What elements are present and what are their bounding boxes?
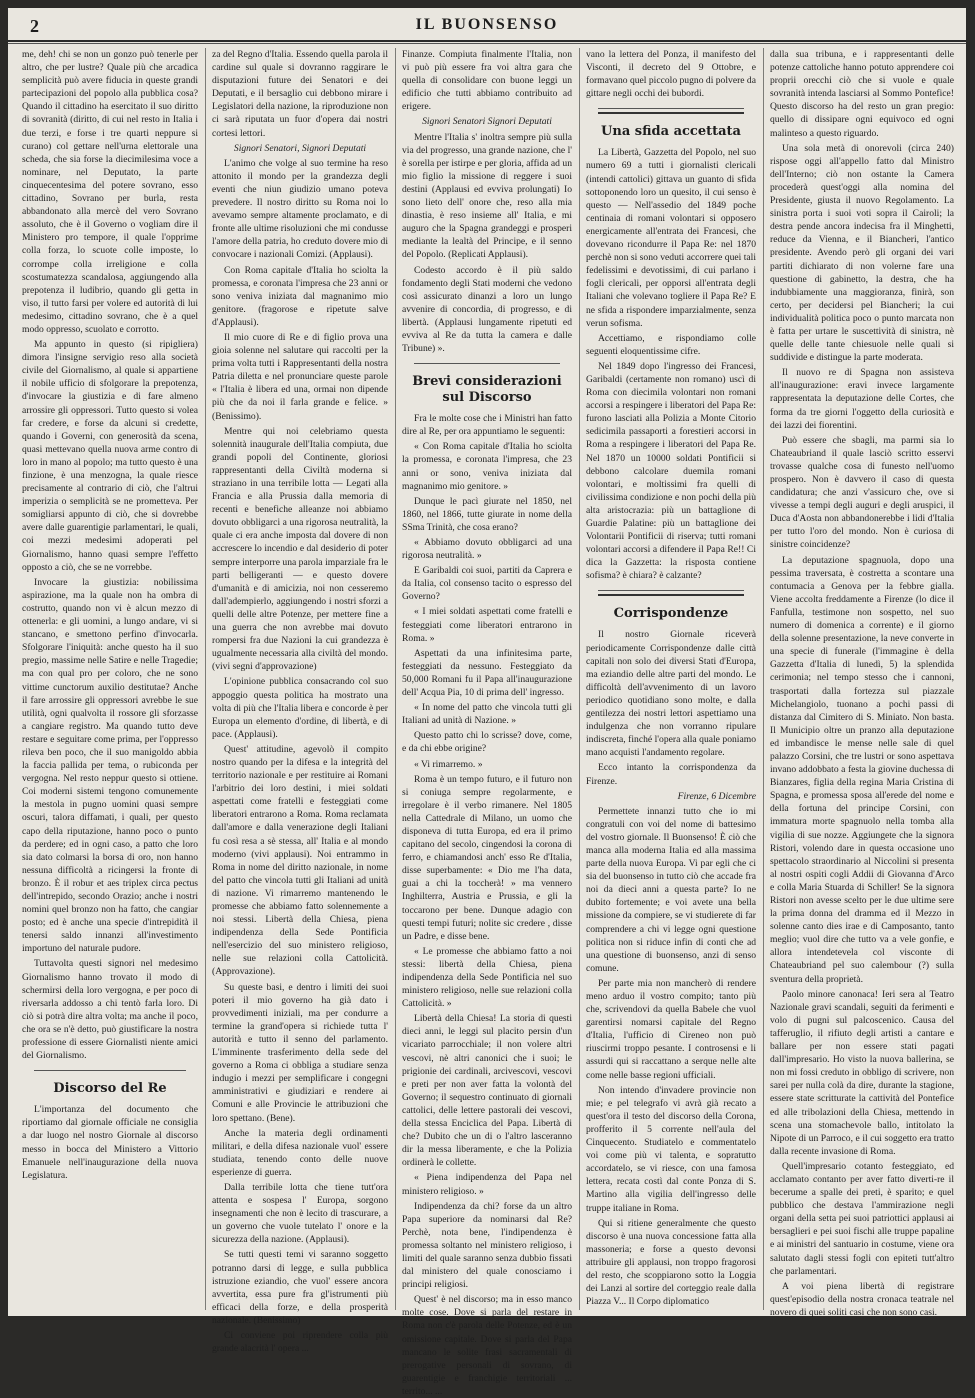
paragraph: A voi piena libertà di registrare quest'episodio della nostra cronaca teatrale nel novero di quei soliti casi che non sono casi. [770,1280,954,1318]
dateline: Firenze, 6 Dicembre [677,790,756,802]
section-title-una-sfida-accettata: Una sfida accettata [601,124,741,140]
paragraph: Roma è un tempo futuro, e il futuro non si coniuga sempre regolarmente, e irregolare è il verbo rimanere. Nel 1805 nella Cattedrale di Milano, un uomo che disponeva di tutta Europa, ed era il primo capitano del secolo, cingendosi la corona di ferro, e chiamandosi anch' esso Re d'Italia, disse superbamente: « Dio me l'ha data, guai a chi la toccherà! » ma vennero Inghilterra, Austria e Prussia, e gli la toccarono per bene. Dunque adagio con questi tempi futuri; nolite sic credere , disse un Padre, e disse bene. [402,773,572,942]
paragraph: E Garibaldi coi suoi, partiti da Caprera e da Italia, col consenso tacito o espresso del Governo? [402,565,572,603]
column-rule [579,48,580,1310]
paragraph: La Libertà, Gazzetta del Popolo, nel suo numero 69 a tutti i giornalisti clericali (intendi cattolici) gittava un guanto di sfida sottoponendo loro un quesito, il cui senso è questo — Nell'assedio del 1849 poche centinaia di romani volontari si opposero energicamente all'entrata dei Francesi, che dovevano ricondurre il Papa Re: nel 1870 perchè non si sono veduti accorrere quei tali fedelissimi e devotissimi, di cui parlano i fogli clericali, per opporsi all'entrata degli Italiani che volevano togliere il Papa Re? E ne sfida a rispondere imparzialmente, senza verun sofisma. [586,147,756,329]
section-divider [598,108,744,109]
paragraph: L'animo che volge al suo termine ha reso attonito il mondo per la grandezza degli eventi che niun giudizio umano poteva prevedere. Il nostro diritto su Roma noi lo avevamo sempre altamente proclamato, e di fronte alle ultime risoluzioni che mi condusse l'amore della patria, ho creduto dovere mio di convocare i nazionali Comizi. (Applausi). [212,157,388,261]
paragraph: Finanze. Compiuta finalmente l'Italia, non vi può più essere fra voi altra gara che quella di consolidare con buone leggi un edificio che tutti abbiamo contribuito ad erigere. [402,49,572,113]
section-divider [598,590,744,591]
paragraph: Ci conviene poi riprendere colla più grande alacrità l' opera ... [212,1330,388,1355]
column-rule [395,48,396,1310]
paragraph: Mentre l'Italia s' inoltra sempre più sulla via del progresso, una grande nazione, che l' è sorella per istirpe e per gloria, affida ad un mio figlio la missione di reggere i suoi destini (Applausi ed evviva prolungati) Io sono lieto dell' onore che, reso alla mia dinastia, è reso insieme all' Italia, e mi auguro che la Spagna grandeggi e prosperi mediante la lealtà del Principe, e il senno del Popolo. (Replicati Applausi). [402,131,572,261]
column-3 [402,48,572,1397]
section-title-brevi-considerazioni: Brevi considerazioni sul Discorso [412,374,562,406]
paragraph: « Piena indipendenza del Papa nel ministero religioso. » [402,1172,572,1197]
paragraph: Libertà della Chiesa! La storia di questi dieci anni, le leggi sul placito persin d'un vicariato parrocchiale; il non volere altri vescovi, nè altri canonici che i suoi; le prigionie dei cardinali, arcivescovi, vescovi e preti per non aver fatta la volontà del Governo; il sequestro continuato di giornali cattolici, delle lettere pastorali dei vescovi, della stessa Enciclica del Papa. Libertà di che? Dubito che un di o l'altro lasceranno dir la messa liberamente, e che la Polizia ordinerà le collette. [402,1013,572,1169]
paragraph: Se tutti questi temi vi saranno soggetto potranno darsi di legge, e sulla pubblica istruzione eziandio, che vuol' essere ancora avvertita, essa pure fra gl'istrumenti più efficaci della forze, e della prosperità nazionale. (Benissimo) [212,1249,388,1326]
paragraph: Quest' attitudine, agevolò il compito nostro quando per la difesa e la integrità del territorio nazionale e per restituire ai Romani l'arbitrio dei loro destini, i miei soldati aspettati come fratelli e festeggiati come liberatori entrarono a Roma. Roma reclamata dall'amore e dalla venerazione degli Italiani fu così resa a sè stessa, all' Italia e al mondo moderno (vivi applausi). Noi entrammo in Roma in nome del diritto nazionale, in nome del patto che vincola tutti gli Italiani ad unità di nazione. Vi rimarremo mantenendo le promesse che abbiamo fatto solennemente a noi stessi. Libertà della Chiesa, piena indipendenza della Sede Pontificia nell'esercizio del suo ministero religioso, nelle sue relazioni colla Cattolicità. (Approvazione). [212,743,388,978]
salutation: Signori Senatori Signori Deputati [422,116,552,128]
paragraph: Ma appunto in questo (si ripigliera) dimora l'insigne servigio reso alla società civile del Giornalismo, al quale si appartiene il nobile ufficio di sfolgorare la prepotenza, d'invocare la giustizia e di fare almeno arrossire gli oppressori. Tutto questo si volea far credere, e forse da alcuni si credette, quando i Governi, con generosità da scena, quasi mettevano quella nuova arme contro di loro in mano al popolo; ma tutto questo è una finzione, è una menzogna, la quale riesce precisamente al contrario di ciò, che l'altrui imperizia o semplicità se ne prometteva. Per somigliarsi appunto di ciò, che si dovrebbe avere dalle guarentigie parlamentari, le quali, coi mezzi medesimi adoperati pel Giornalismo, hanno quasi sempre l'effetto opposto a ciò, che se ne vorrebbe. [22,339,198,573]
paragraph: Aspettati da una infinitesima parte, festeggiati da nessuno. Festeggiato da 50,000 Romani fu il Papa all'inaugurazione dell' Acqua Pia, 10 di prima dell' ingresso. [402,647,572,699]
newspaper-page [8,8,966,1397]
section-title-corrispondenze: Corrispondenze [613,606,729,622]
page-number: 2 [30,16,39,36]
section-title-discorso-del-re: Discorso del Re [53,1081,167,1097]
salutation: Signori Senatori, Signori Deputati [233,142,367,154]
paragraph: dalla sua tribuna, e i rappresentanti delle potenze cattoliche hanno potuto apprendere coi proprii orecchi ciò che si vuole e quale sovranità intenda lasciarsi al Sommo Pontefice! Questo discorso ha del resto un gran pregio: quello di dissipare ogni equivoco ed ogni malinteso a questo riguardo. [770,49,954,139]
section-divider-thick [598,594,744,596]
paragraph: Paolo minore canonaca! Ieri sera al Teatro Nazionale gravi scandali, seguiti da ferimenti e volo di pugni sul palcoscenico. Causa del tafferuglio, il rifiuto degli artisti a cantare e ballare per non essere stati pagati dall'impresario. Ho visto la nuova ballerina, se non mi fossi creduto in obbligo di scrivere, non sarei per nulla colà da dire, durante la stagione, essere state scritturate la cattività del Pontefice ed alle tribolazioni della Chiesa, mettendo in scena una stomachevole ballo, intitolato la Nipote di un Parroco, e il cui soggetto era tratto dalla recente invasione di Roma. [770,988,954,1157]
section-divider-thick [598,112,744,114]
paragraph: « Abbiamo dovuto obbligarci ad una rigorosa neutralità. » [402,537,572,562]
paragraph: « Le promesse che abbiamo fatto a noi stessi: libertà della Chiesa, piena indipendenza della Sede Pontificia nel suo ministero religioso, nelle sue relazioni colla Cattolicità. » [402,945,572,1010]
column-1 [22,48,198,1312]
header-rule [8,43,966,44]
paragraph: « I miei soldati aspettati come fratelli e festeggiati come liberatori entrarono in Roma. » [402,606,572,644]
paragraph: Anche la materia degli ordinamenti militari, e della difesa nazionale vuol' essere studiata, tenendo conto delle nuove esperienze di guerra. [212,1127,388,1178]
paragraph: Non intendo d'invadere provincie non mie; e pel telegrafo vi avrà già recato a quest'ora il testo del discorso della Corona, profferito il 5 corrente nell'aula del Cinquecento. Studiatelo e commentatelo voi come più vi talenta, e sopratutto accordatelo, se vi riesce, con una famosa lettera, recata costì dal conte Ponza di S. Martino alla vigilia dell'ingresso delle truppe italiane in Roma. [586,1084,756,1214]
section-divider [34,1070,186,1071]
paragraph: Questo patto chi lo scrisse? dove, come, e da chi ebbe origine? [402,730,572,755]
paragraph: Il nuovo re di Spagna non assisteva all'inaugurazione: eravi invece largamente rappresentata la deputazione delle Cortes, che forma da tre giorni l'oggetto della curiosità e dei lazzi dei fiorentini. [770,367,954,431]
column-rule [205,48,206,1310]
paragraph: « Vi rimarremo. » [414,758,483,770]
paragraph: « Con Roma capitale d'Italia ho sciolta la promessa, e coronata l'impresa, che 23 anni or sono, veniva iniziata dal magnanimo mio genitore. » [402,441,572,492]
paragraph: Nel 1849 dopo l'ingresso dei Francesi, Garibaldi (certamente non romano) uscì di Roma con diecimila volontari non romani accorsi a respingere i liberatori del Papa Re: furono lasciati alla Polizia a Monte Citorio sedicimila passaporti a forestieri accorsi in Roma a respingere i liberatori del Papa Re. Nel 1870 un 10000 soldati Pontificii si debbono calcolare duemila romani volontari, e moltissimi fra quelli di civilissima condizione e non pochi della più alta aristocrazia: più un battaglione di Guardie Palatine: più un battaglione dei Volontarii Pontificii di riserva; tutti romani volontari accorsi a difendere il Papa Re!! Ci dica la Gazzetta: la risposta contiene sofisma? è chiara? è calzante? [586,360,756,582]
paragraph: Permettete innanzi tutto che io mi congratuli con voi del nome di battesimo del vostro giornale. Il Buonsenso! È ciò che manca alla moderna Italia ed alla massima parte della nuova Europa. Vi par egli che ci sia del buonsenso in tutto ciò che accade fra noi da dieci anni a questa parte? Io ne dubito fortemente; e voi avete una bella missione da compiere, se vi studierete di far comprendere a chi vi legge ogni questione politica non si riduce infin di conti che ad una questione di buonsenso, anzi di senso comune. [586,805,756,974]
paragraph: Dunque le pacì giurate nel 1850, nel 1860, nel 1866, tutte giurate in nome della SSma Trinità, che cosa erano? [402,495,572,533]
paragraph: Il mio cuore di Re e di figlio prova una gioia solenne nel salutare qui raccolti per la prima volta tutti i Rappresentanti della nostra Patria diletta e nel pronunciare queste parole « l'Italia è libera ed una, ormai non dipende più che da noi il farla grande e felice. » (Benissimo). [212,331,388,422]
paragraph: Qui si ritiene generalmente che questo discorso è una nuova concessione fatta alla massoneria; e forse a questo devonsi attribuire gli applausi, non troppo fragorosi del resto, che scoppiarono sotto la Loggia dei Lanzi al sortire del corteggio reale dalla Piazza V... Il Corpo diplomatico [586,1217,756,1308]
paragraph: Tuttavolta questi signori nel medesimo Giornalismo hanno trovato il modo di schermirsi della loro vergogna, e per poco di riversarla addosso a chi tentò farla loro. Di ciò si potrà dire altra volta; ma anche il poco, che ora se n'è detto, può giustificare la nostra professione di essere Giornalisti niente amici del Giornalismo. [22,958,198,1062]
column-5 [770,48,954,1318]
paragraph: Indipendenza da chi? forse da un altro Papa superiore da nominarsi dal Re? Perchè, nota bene, l'indipendenza è promessa soltanto nel ministero religioso, i limiti del quale saranno senza dubbio fissati dal ministero del quale conosciamo i principi religiosi. [402,1200,572,1291]
paragraph: La deputazione spagnuola, dopo una pessima traversata, è costretta a scontare una contumacia a Genova per la febbre gialla. Viene accolta freddamente a Firenze (lo dice il Fanfulla, testimone non sospetto, nel suo numero di domenica a corrente) e il giorno della solenne presentazione, la neve converte in una specie di funerale (l'immagine è della Gazzetta d'Italia di lunedì, 5) la splendida cerimonia; nel tempo stesso che i cannoni, trasportati dalla fortezza sul piazzale Michelangiolo, tuonano a pochi passi di distanza dal Cimitero di S. Miniato. Non basta. Il Municipio oltre un pranzo alla deputazione ed imbandisce le mense nelle sale di quel palazzo Corsini, che tre lustri or sono aspettava invano addobbato a festa la giovine duchessa di Bianzares, figlia della regina Maria Cristina di Spagna, e promessa sposa all'erede del nome e della fortuna del principe Corsini, con immatura morte spagnuolo nella tomba alla vigilia di sue nozze. Aggiungete che la signora Ristori, volendo dare in questa occasione uno spettacolo straordinario al Niccolini si presenta al nostri ospiti cogli Addii di Giovanna d'Arco e colla Maria Stuarda di Schiller! Se la signora Ristori non avesse scelto per le due ultime sere la prima donna del dramma ed il Mezzo in solenne canto dies irae e di Camposanto, tanto meglio; vuol dire che tutto va a vele gonfie, e allora intendetevela col visconte di Chateaubriand pel suo calembour (?) sulla sventura della proprietà. [770,554,954,985]
section-divider [414,363,560,364]
paragraph: Fra le molte cose che i Ministri han fatto dire al Re, per ora appuntiamo le seguenti: [402,413,572,438]
paragraph: « In nome del patto che vincola tutti gli Italiani ad unità di Nazione. » [402,702,572,727]
paragraph: Dalla terribile lotta che tiene tutt'ora attenta e sospesa l' Europa, sorgono insegnamenti che non è lecito di trascurare, a un governo che vuole tutelato l' onore e la sicurezza della nazione. (Applausi). [212,1181,388,1246]
paragraph: Su queste basi, e dentro i limiti dei suoi poteri il mio governo ha già dato i provvedimenti iniziali, ma per condurre a termine la grand'opera si richiede tutta l' autorità e tutto il senno del parlamento. L'imminente trasferimento della sede del governo a Roma ci obbliga a studiare senza indugio i mezzi per semplificare i congegni amministrativi e giudiziari e rendere ai Comuni e alle Provincie le attribuzioni che loro spettano. (Bene). [212,981,388,1124]
paragraph: Con Roma capitale d'Italia ho sciolta la promessa, e coronata l'impresa che 23 anni or sono veniva iniziata dal magnanimo mio genitore. (fragorose e ripetute salve d'Applausi). [212,264,388,328]
paragraph: Accettiamo, e rispondiamo colle seguenti eloquentissime cifre. [586,332,756,357]
paragraph: Codesto accordo è il più saldo fondamento degli Stati moderni che vedono così assicurato dinanzi a loro un lungo avvenire di concordia, di progresso, e di libertà. (Applausi lungamente ripetuti ed evviva al Re da tutta la camera e dalle Tribune) ». [402,264,572,355]
paragraph: L'opinione pubblica consacrando col suo appoggio questa politica ha mostrato una volta di più che l'Italia libera e concorde è per Europa un elemento d'ordine, di libertà, e di pace. (Applausi). [212,676,388,740]
paragraph: Può essere che sbagli, ma parmi sia lo Chateaubriand il quale lasciò scritto esservi trovasse qualche cosa di funesto nell'uomo prospero. Non è davvero il caso di questa candidatura; che anzi v'assicuro che, ove si vivesse a tempi degli auguri e degli aruspici, il Duca d'Aosta non abbandonerebbe i lidi d'Italia per tutto l'oro del mondo. Non è curiosa di sinistre coincidenze? [770,434,954,551]
masthead [8,8,966,42]
paragraph: Quest' è nel discorso; ma in esso manco molte cose. Dove si parla del restare in Roma non c'è parola delle Potenze, ed è un omissione capitale. Dove si parla del Papa mancano le solite frasi sacramentali di prerogative personali di sovrano, di guarentigie e franchigie territoriali ... territo... ... [402,1294,572,1397]
paragraph: L'importanza del documento che riportiamo dal giornale officiale ne consiglia a dar luogo nel nostro Giornale al discorso messo in bocca del Ministero a Vittorio Emanuele nell'inaugurazione della nuova Legislatura. [22,1104,198,1181]
column-2 [212,48,388,1355]
paragraph: Per parte mia non mancherò di rendere meno arduo il vostro compito; tanto più che, scrivendovi da quella Babele che vuol garentirsi nomarsi capitale del Regno d'Italia, l'ufficio di Cireneo non può riuscirmi troppo pesante. I controsensi e li assurdi qui si raccattano a serque nelle alte come nelle basse regioni ufficiali. [586,977,756,1081]
paragraph: Mentre qui noi celebriamo questa solennità inaugurale dell'Italia compiuta, due grandi popoli del Continente, gloriosi rappresentanti della Civiltà moderna si straziano in una terribile lotta — Legati alla Francia e alla Prussia dalla memoria di recenti e benefiche alleanze noi abbiamo dovuto obbligarci a una rigorosa neutralità, la quale ci era anche imposta dal dovere di non accrescere lo incendio e dal desiderio di poter sempre interporre una parola imparziale fra le parti belligeranti — e questo dovere d'umanità e di amicizia, noi non cesseremo dall'adempierlo, aggiungendo i nostri sforzi a quelli delle altre Potenze, per mettere fine a una guerra che non avrebbe mai dovuto rompersi fra due Nazioni la cui grandezza è ugualmente necessaria alla civiltà del mondo. (vivi segni d'approvazione) [212,425,388,673]
newspaper-title: IL BUONSENSO [415,16,559,33]
paragraph: za del Regno d'Italia. Essendo quella parola il cardine sul quale si dovranno raggirare le disputazioni future dei Senatori e dei Deputati, e il bersaglio cui debbono mirare i Legislatori della nazione, la riproduzione non ci sarà riputata un fuor d'opera dai nostri cortesi lettori. [212,49,388,139]
paragraph: Quell'impresario cotanto festeggiato, ed acclamato contanto per aver fatto diverti-re il becerume a spalle dei preti, è sparito; e quel pubblico che destava l'ammirazione negli organi della setta pei suoi patriottici applausi ai bersaglieri e pei suoi fischi alle truppe papaline e ai ministri del santuario in costume, viene ora salutato dagli stessi fogli con epiteti tutt'altro che parlamentari. [770,1160,954,1277]
paragraph: Una sola metà di onorevoli (circa 240) rispose oggi all'appello fatto dal Ministro dell'Interno; ciò non ostante la Camera procederà quest'oggi alla nomina del Presidente, giusta il nuovo Regolamento. La sinistra porta i suoi voti sopra il Cairoli; la destra pende ancora indecisa fra il Minghetti, reduce da Vienna, e il Biancheri, l'antico presidente. Avendo però gli organi dei vari partiti dichiarato di non volerne fare una questione di gabinetto, la destra, che ha indubbiamente una maggioranza, finirà, son certo, per decidersi pel Biancheri; la cui individualità politica poco o punto marcata non è fatta per urtare le suscettività di sinistra, nè quelle delle tante chiesuole nelle quali si suddivide e distingue la parte moderata. [770,142,954,364]
paragraph: Invocare la giustizia: nobilissima aspirazione, ma la quale non ha ombra di costrutto, quando non vi è alcun mezzo di ottenerla: e gli uomini, a lungo andare, vi si stancano, e smettono perfino d'invocarla. Sfolgorare l'iniquità: anche questo ha il suo pregio, massime nelle Satire e nelle Tragedie; ma con qual pro per coloro, che ne sono vittime cunctorum auxilio destitutae? Anche il fare arrossire gli oppressori avrebbe le sue utilità, ogni qualvolta il rossore gli sforzasse a cangiare registro. Ma quando tutto deve restare e seguitare come prima, per l'oppresso rileva ben poco, che il suo manigoldo abbia la faccia pallida per tema, o rubiconda per vergogna. Nel resto neppur questo si ottiene. Coi moderni sistemi tengono comunemente la mestola in pugno uomini quasi sempre oscuri, talora diffamati, i quali, per questo capo della riputazione, hanno poco o punto da perdere; ed in ogni caso, a patto che loro sia dato colmarsi la borsa di oro, non hanno nessuna difficoltà a ricingersi la fronte di bronzo. È il robur et aes triplex circa pectus dell'intrepido, secondo Orazio; anche i nostri nomini quel bronzo non ha fatto, che cangiar posto; ed è anche una specie d'intrepidità il tenersi saldo innanzi all'investimento importuno del naturale pudore. [22,576,198,955]
paragraph: me, deh! chi se non un gonzo può tenerle per altro, che per lustre? Quale più che arcadica semplicità può avere fiducia in queste grandi partecipazioni del popolo alla pubblica cosa? Quando il cittadino ha esercitato il suo diritto di sovranità (diritto, di cui nel resto in Italia i due terzi, e forse i tre quarti neppure si curano) col gettare nell'urna elettorale una scheda, che sia forse la diecimilesima voce a nominare, nel Deputato, la parte cinquecentesima del potere sovrano, esso cittadino, Sovrano per burla, resta abbandonato alla mercè del vero Sovrano assoluto, che è il Governo o vogliam dire il Ministero pro tempore, il quale l'opprime colla forza, lo scuote colle imposte, lo corrompe colla irreligione e colla scostumatezza scandalosa, aggiungendo alla prepotenza il ludibrio, quando gli getta in viso, il tutto farsi per volere ed autorità di lui medesimo, cittadino sovrano, che è a quel modo oppresso, scuolato e corrotto. [22,49,198,335]
column-rule [763,48,764,1310]
paragraph: Il nostro Giornale riceverà periodicamente Corrispondenze dalle città capitali non solo dei diversi Stati d'Europa, ma eziandio delle altre parti del mondo. Le difficoltà dell'avvenimento di un lavoro periodico quotidiano sono molte, e dalla gentilezza dei nostri lettori aspettiamo una indulgenza che non vorranno ripulare indiscreta, finché l'opera alla quale poniamo mano acquisti l'andamento regolare. [586,629,756,759]
paragraph: Ecco intanto la corrispondenza da Firenze. [586,762,756,787]
column-4 [586,48,756,1312]
paragraph: vano la lettera del Ponza, il manifesto del Visconti, il decreto del 9 Ottobre, e formavano quel piccolo pugno di polvere da gittare negli occhi dei bubordi. [586,49,756,100]
